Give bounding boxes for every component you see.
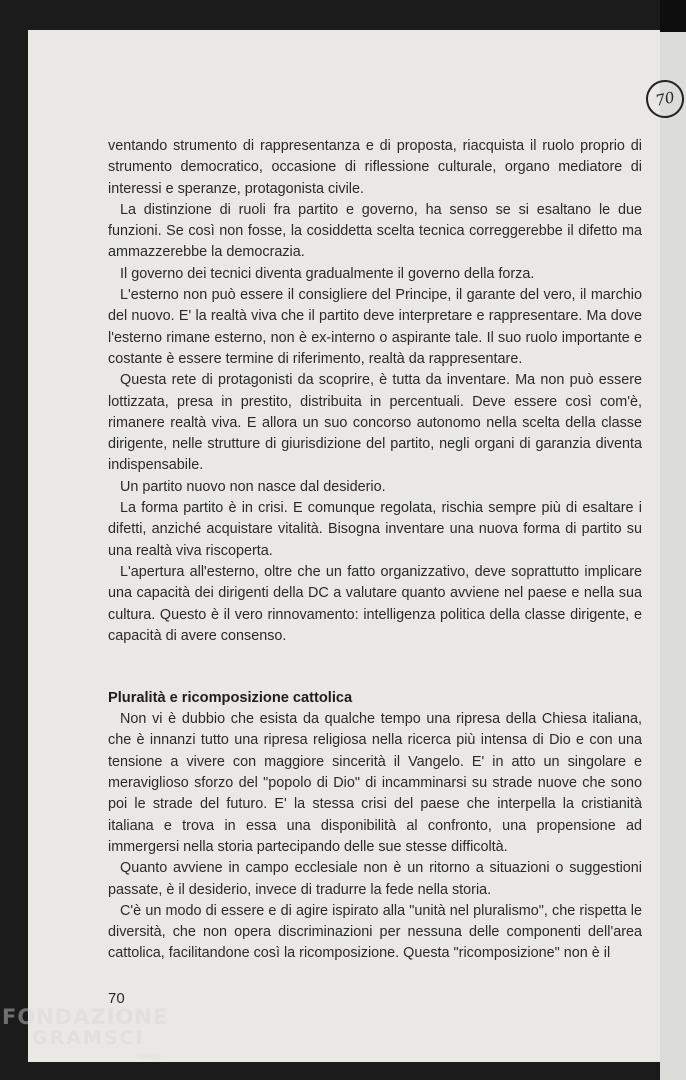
paragraph-6: Un partito nuovo non nasce dal desiderio. <box>120 478 386 495</box>
handwritten-page-stamp: 70 <box>642 76 686 121</box>
adjacent-page-edge <box>660 0 686 1080</box>
paragraph-5: Questa rete di protagonisti da scoprire, è tutta da inventare. Ma non può essere lottizzata, presa in prestito, distribuita in percentuali. Deve essere così com'è, rimanere realtà viva. E allora un suo concorso autonomo nella scelta della classe dirigente, nelle strutture di giurisdizione del partito, negli organi di garanzia diventa indispensabile. <box>108 372 642 474</box>
watermark-logo <box>2 1005 202 1075</box>
section-paragraph-2: Quanto avviene in campo ecclesiale non è un ritorno a situazioni o suggestioni passate, è il desiderio, invece di tradurre la fede nella storia. <box>108 860 642 898</box>
body-text <box>108 136 642 965</box>
section-paragraph-3: C'è un modo di essere e di agire ispirato alla "unità nel pluralismo", che rispetta le diversità, che non opera discriminazioni per nessuna delle componenti dell'area cattolica, facilitandone così la ricomposizione. Questa "ricomposizione" non è il <box>108 902 642 962</box>
paragraph-2: La distinzione di ruoli fra partito e governo, ha senso se si esaltano le due funzioni. Se così non fosse, la cosiddetta scelta tecnica correggerebbe il difetto ma ammazzerebbe la democrazia. <box>108 201 642 261</box>
paragraph-8: L'apertura all'esterno, oltre che un fatto organizzativo, deve soprattutto implicare una capacità dei dirigenti della DC a valutare quanto avviene nel paese e nella sua cultura. Questo è il vero rinnovamento: intelligenza politica della classe dirigente, e capacità di avere consenso. <box>108 563 642 644</box>
section-paragraph-1: Non vi è dubbio che esista da qualche tempo una ripresa della Chiesa italiana, che è innanzi tutto una ripresa religiosa nella ricerca più intensa di Dio e con una tensione a vivere con maggiore sincerità il Vangelo. E' in atto un singolare e meraviglioso sforzo del "popolo di Dio" di incamminarsi su strade nuove che sono poi le strade del futuro. E' la stessa crisi del paese che interpella la cristianità italiana e trova in essa una disponibilità al confronto, una propensione ad immergersi nella storia partecipando delle sue stesse difficoltà. <box>108 711 642 855</box>
section-heading: Pluralità e ricomposizione cattolica <box>108 690 353 707</box>
paragraph-3: Il governo dei tecnici diventa gradualmente il governo della forza. <box>120 265 535 282</box>
watermark-line-1: FONDAZIONE <box>2 1005 169 1029</box>
watermark-line-2: GRAMSCI <box>32 1027 145 1049</box>
page-number: 70 <box>108 990 125 1007</box>
watermark-line-3: onlus <box>137 1052 162 1062</box>
paragraph-7: La forma partito è in crisi. E comunque regolata, rischia sempre più di esaltare i difetti, anziché acquistare vitalità. Bisogna inventare una nuova forma di partito su una realtà viva riscoperta. <box>108 500 642 559</box>
paragraph-1: ventando strumento di rappresentanza e di proposta, riacquista il ruolo proprio di strumento democratico, occasione di riflessione culturale, organo mediatore di interessi e speranze, protagonista civile. <box>108 138 642 197</box>
paragraph-4: L'esterno non può essere il consigliere del Principe, il garante del vero, il marchio del nuovo. E' la realtà viva che il partito deve interpretare e rappresentare. Ma dove l'esterno rimane esterno, non è ex-interno o aspirante tale. Il suo ruolo importante e costante è essere termine di riferimento, realtà da rappresentare. <box>108 287 642 367</box>
scan-background-corner <box>660 0 686 32</box>
